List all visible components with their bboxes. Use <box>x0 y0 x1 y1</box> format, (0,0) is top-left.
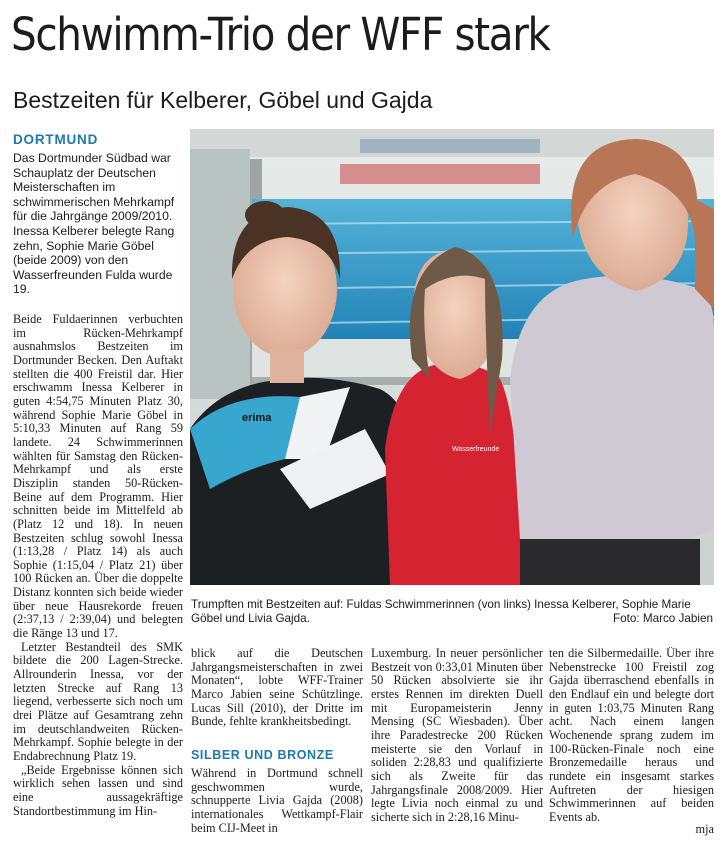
paragraph: blick auf die Deutschen Jahrgangsmeisterschaften in zwei Monaten“, lobte WFF-Trainer Marco Jabien seine Schützlinge. Lucas Sill (2010), der Dritte im Bunde, fehlte krankheitsbedingt. <box>191 647 363 729</box>
article-column-2 <box>191 647 363 740</box>
shirt-text: Wasserfreunde <box>452 446 500 453</box>
paragraph: Luxemburg. In neuer persönlicher Bestzeit von 0:33,01 Minuten über 50 Rücken absolvierte sie ihr erstes Rennen im direkten Duell mit Europameisterin Jenny Mensing (SC Wiesbaden). Über ihre Paradestrecke 200 Rücken meisterte sie den Vorlauf in soliden 2:28,83 und qualifizierte sich als Zweite für das Jahrgangsfinale 2008/2009. Hier legte Livia noch einmal zu und sicherte sich in 2:28,16 Minu- <box>371 647 543 824</box>
paragraph: Während in Dortmund schnell geschwommen wurde, schnupperte Livia Gajda (2008) internationales Wettkampf-Flair beim CIJ-Meet in <box>191 767 363 835</box>
article-column-2b <box>191 767 363 839</box>
shirt-logo: erima <box>242 412 272 424</box>
section-subtitle: SILBER UND BRONZE <box>191 748 334 762</box>
lead-paragraph: Das Dortmunder Südbad war Schauplatz der Deutschen Meisterschaften im schwimmerischen Mehrkampf für die Jahrgänge 2009/2010. Inessa Kelberer belegte Rang zehn, Sophie Marie Göbel (beide 2009) von den Wasserfreunden Fulda wurde 19. <box>13 151 175 297</box>
article-subheadline: Bestzeiten für Kelberer, Göbel und Gajda <box>13 87 433 113</box>
article-headline: Schwimm-Trio der WFF stark <box>11 8 550 61</box>
team-photo <box>190 129 714 585</box>
article-column-3 <box>371 647 543 837</box>
article-photo <box>190 129 714 585</box>
photo-credit: Foto: Marco Jabien <box>612 611 713 625</box>
caption-text: Trumpften mit Bestzeiten auf: Fuldas Schwimmerinnen (von links) Inessa Kelberer, Sophie Marie Göbel und Livia Gajda. <box>191 598 691 625</box>
paragraph: „Beide Ergebnisse können sich wirklich sehen lassen und sind eine aussagekräftige Standortbestimmung im Hin- <box>13 762 183 818</box>
article-column-4 <box>549 647 714 837</box>
paragraph: Beide Fuldaerinnen verbuchten im Rücken-Mehrkampf ausnahmslos Bestzeiten im Dortmunder Becken. Den Auftakt stellten die 400 Freistil dar. Hier erschwamm Inessa Kelberer in guten 4:54,75 Minuten Platz 30, während Sophie Marie Göbel in 5:10,33 Minuten auf Rang 59 landete. 24 Schwimmerinnen wählten für Samstag den Rücken-Mehrkampf und als erste Disziplin standen 50-Rücken-Beine auf dem Programm. Hier schnitten beide im Mittelfeld ab (Platz 12 und 18). In neuen Bestzeiten schlug sowohl Inessa (1:13,28 / Platz 14) als auch Sophie (1:15,04 / Platz 21) über 100 Rücken an. Über die doppelte Distanz konnten sich beide wieder über neue Hausrekorde freuen (2:37,13 / 2:39,04) und belegten die Ränge 13 und 17. <box>13 313 183 641</box>
author-initials: mja <box>695 822 714 836</box>
photo-caption <box>191 598 713 625</box>
article-column-1 <box>13 313 183 838</box>
dateline: DORTMUND <box>13 132 99 147</box>
paragraph: ten die Silbermedaille. Über ihre Nebenstrecke 100 Freistil zog Gajda überraschend ebenfalls in den Endlauf ein und belegte dort in guten 1:03,75 Minuten Rang acht. Nach einem langen Wochenende sprang zudem im 100-Rücken-Finale noch eine Bronzemedaille heraus und rundete ein insgesamt starkes Auftreten der hiesigen Schwimmerinnen auf beiden Events ab. <box>549 647 714 824</box>
paragraph: Letzter Bestandteil des SMK bildete die 200 Lagen-Strecke. Allrounderin Inessa, vor der letzten Strecke auf Rang 13 liegend, verbesserte sich noch um drei Plätze auf Gesamtrang zehn im deutschlandweiten Rücken-Mehrkampf. Sophie belegte in der Endabrechnung Platz 19. <box>13 639 183 763</box>
